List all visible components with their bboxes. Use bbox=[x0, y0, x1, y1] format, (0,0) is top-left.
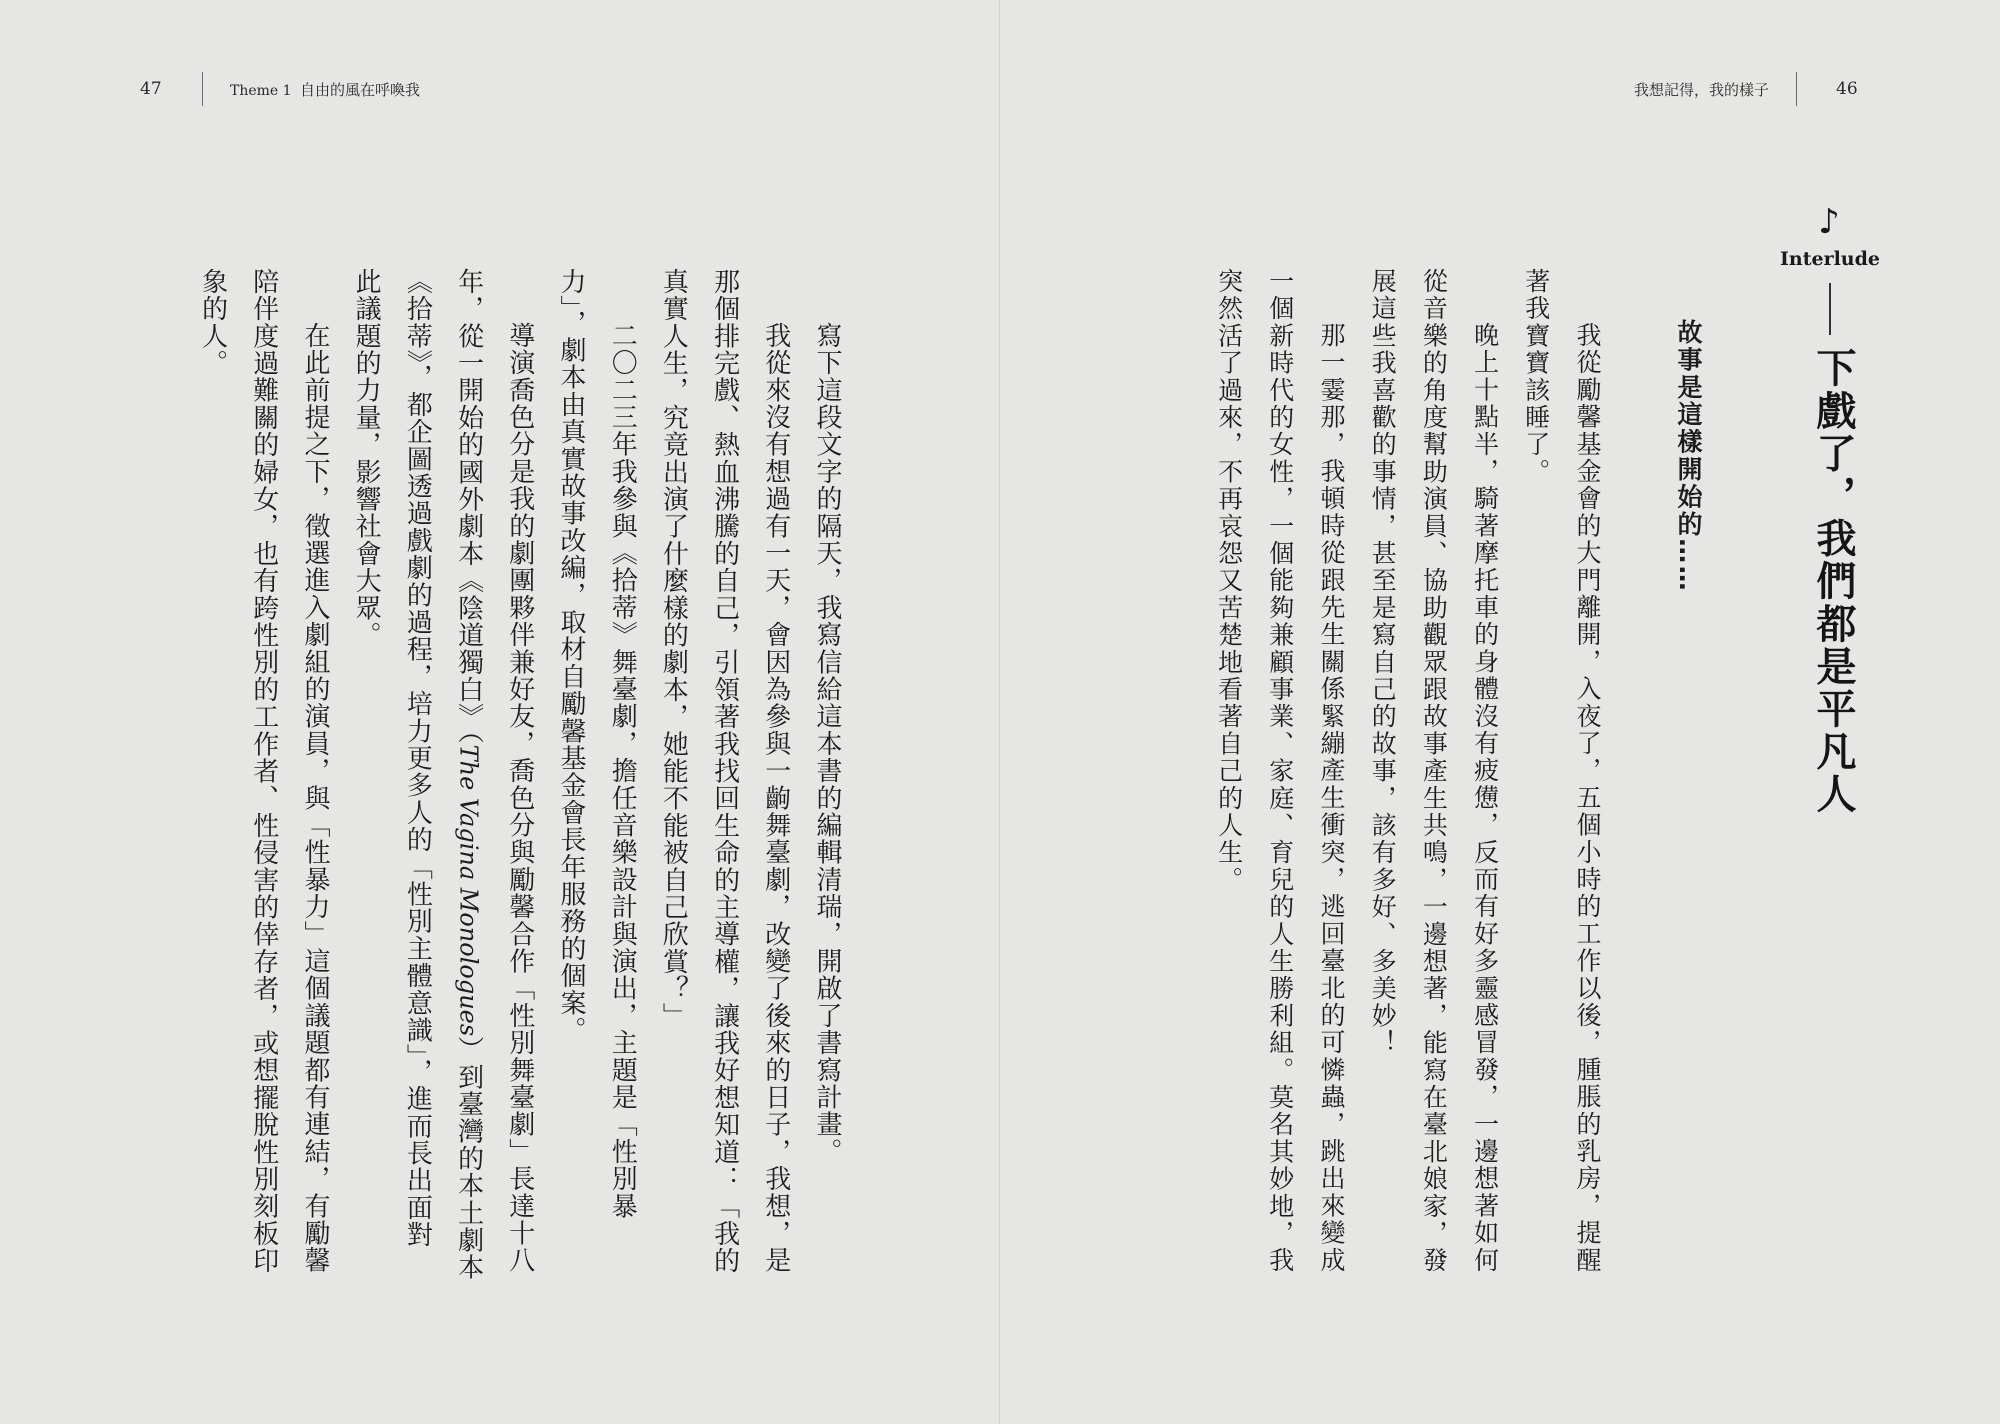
running-head-title: 自由的風在呼喚我 bbox=[300, 81, 421, 99]
text-column bbox=[442, 268, 493, 1281]
text-column: 二〇二三年我參與《拾蒂》舞臺劇，擔任音樂設計與演出，主題是「性別暴 bbox=[607, 322, 638, 1220]
music-note-icon: ♪ bbox=[1818, 202, 1840, 242]
text-column: 陪伴度過難關的婦女，也有跨性別的工作者、性侵害的倖存者，或想擺脫性別刻板印 bbox=[248, 268, 279, 1275]
text-column: 我從來沒有想過有一天，會因為參與一齣舞臺劇，改變了後來的日子，我想，是 bbox=[760, 322, 791, 1275]
page-number: 47 bbox=[140, 79, 162, 99]
left-page bbox=[0, 0, 999, 1424]
page-number: 46 bbox=[1836, 79, 1858, 99]
chapter-title: 下戲了，我們都是平凡人 bbox=[1810, 347, 1856, 816]
left-body-text bbox=[186, 268, 852, 1281]
text-column: 真實人生，究竟出演了什麼樣的劇本，她能不能被自己欣賞？」 bbox=[658, 268, 689, 1030]
text-column: 象的人。 bbox=[197, 268, 228, 377]
running-head-divider bbox=[1796, 72, 1797, 106]
paragraph bbox=[647, 268, 801, 1278]
text-column: 從音樂的角度幫助演員、協助觀眾跟故事產生共鳴，一邊想著，能寫在臺北娘家，發 bbox=[1419, 268, 1449, 1275]
text-column: 寫下這段文字的隔天，我寫信給這本書的編輯清瑞，開啟了書寫計畫。 bbox=[812, 322, 842, 1166]
paragraph bbox=[340, 268, 545, 1281]
paragraph bbox=[545, 268, 647, 1278]
paragraph bbox=[1357, 268, 1511, 1278]
text-column: 力」，劇本由真實故事改編，取材自勵馨基金會長年服務的個案。 bbox=[555, 268, 586, 1044]
text-column: 《拾蒂》，都企圖透過戲劇的過程，培力更多人的「性別主體意識」，進而長出面對 bbox=[402, 268, 433, 1249]
title-divider-line bbox=[1829, 283, 1831, 335]
text-column: 著我寶寶該睡了。 bbox=[1521, 268, 1551, 486]
paragraph bbox=[801, 268, 852, 1278]
running-head-theme: Theme 1 bbox=[230, 83, 292, 99]
right-body-text bbox=[1203, 268, 1613, 1278]
section-label: Interlude bbox=[1780, 248, 1880, 270]
text-column: 我從勵馨基金會的大門離開，入夜了，五個小時的工作以後，腫脹的乳房，提醒 bbox=[1573, 322, 1602, 1275]
english-title-italic: The Vagina Monologues bbox=[454, 744, 483, 1037]
text-column: 此議題的力量，影響社會大眾。 bbox=[351, 268, 382, 649]
text-segment: 年，從一開始的國外劇本《陰道獨白》（ bbox=[453, 268, 484, 745]
text-column: 一個新時代的女性，一個能夠兼顧事業、家庭、育兒的人生勝利組。莫名其妙地，我 bbox=[1265, 268, 1295, 1275]
text-column: 那一霎那，我頓時從跟先生關係緊繃產生衝突，逃回臺北的可憐蟲，跳出來變成 bbox=[1316, 322, 1346, 1275]
text-column: 突然活了過來，不再哀怨又苦楚地看著自己的人生。 bbox=[1214, 268, 1244, 894]
text-segment: ）到臺灣的本土劇本 bbox=[453, 1036, 484, 1281]
text-column: 在此前提之下，徵選進入劇組的演員，與「性暴力」這個議題都有連結，有勵馨 bbox=[299, 322, 330, 1275]
running-head-divider bbox=[202, 72, 203, 106]
paragraph bbox=[1511, 268, 1613, 1278]
paragraph bbox=[1203, 268, 1357, 1278]
right-page bbox=[1000, 0, 2000, 1424]
text-column: 晚上十點半，騎著摩托車的身體沒有疲憊，反而有好多靈感冒發，一邊想著如何 bbox=[1470, 322, 1500, 1275]
text-column: 展這些我喜歡的事情，甚至是寫自己的故事，該有多好、多美妙！ bbox=[1368, 268, 1398, 1057]
lead-line: 故事是這樣開始的…… bbox=[1674, 319, 1703, 593]
running-head-title: 我想記得，我的樣子 bbox=[1633, 81, 1769, 99]
text-column: 那個排完戲、熱血沸騰的自己，引領著我找回生命的主導權，讓我好想知道：「我的 bbox=[709, 268, 740, 1275]
text-column: 導演喬色分是我的劇團夥伴兼好友，喬色分與勵馨合作「性別舞臺劇」長達十八 bbox=[504, 322, 535, 1275]
paragraph bbox=[186, 268, 340, 1278]
